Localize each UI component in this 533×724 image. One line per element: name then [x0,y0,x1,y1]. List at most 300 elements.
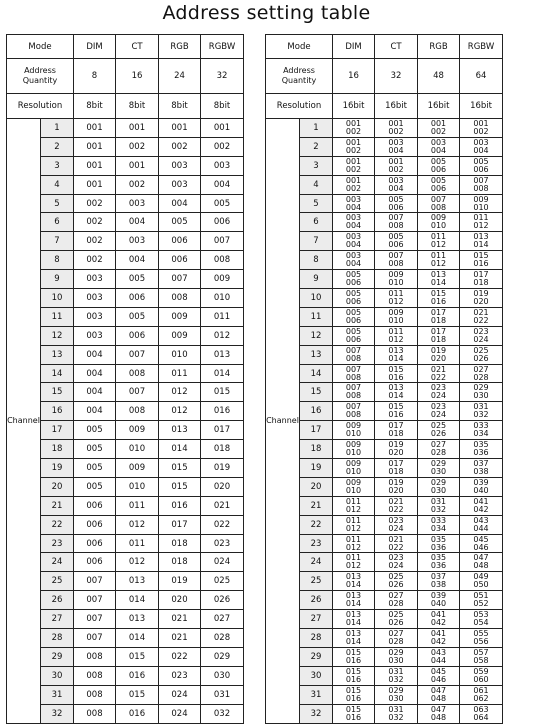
address-cell [375,213,418,232]
address-cell: 024 [159,704,201,723]
mode-header: RGBW [201,35,244,59]
channel-number: 13 [41,345,74,364]
address-cell: 015 [116,685,159,704]
channel-number: 31 [41,685,74,704]
address-value: 008 [345,372,362,382]
address-value: 003 [388,175,404,185]
address-cell [418,610,460,629]
channel-number: 7 [41,232,74,251]
address-cell [333,175,375,194]
address-value: 022 [430,372,447,382]
address-cell: 015 [201,383,244,402]
address-cell: 006 [74,553,116,572]
address-cell: 009 [116,459,159,478]
address-value: 011 [345,515,362,525]
address-cell [460,704,503,723]
resolution-value: 8bit [201,94,244,119]
address-cell [375,704,418,723]
address-cell: 009 [116,421,159,440]
address-value: 024 [430,410,447,420]
table-row [266,477,503,496]
address-value: 004 [388,183,404,193]
address-cell: 012 [201,326,244,345]
address-cell [375,629,418,648]
address-cell [460,572,503,591]
table-row [266,175,503,194]
address-cell [333,364,375,383]
address-value: 044 [473,523,489,533]
address-value: 030 [388,693,404,703]
address-cell: 011 [116,496,159,515]
address-cell [460,534,503,553]
address-cell [418,251,460,270]
address-cell [333,270,375,289]
address-cell [460,629,503,648]
address-value: 012 [388,296,404,306]
address-value: 014 [345,618,362,628]
channel-number: 12 [41,326,74,345]
address-value: 009 [473,194,489,204]
address-value: 005 [388,194,404,204]
address-cell [333,534,375,553]
table-row [7,496,244,515]
address-cell: 007 [74,572,116,591]
channel-number: 27 [41,610,74,629]
address-value: 008 [345,391,362,401]
address-cell [460,496,503,515]
channel-number: 28 [41,629,74,648]
address-value: 025 [430,421,447,431]
address-value: 008 [388,221,404,231]
address-value: 011 [430,232,447,242]
address-value: 013 [345,628,362,638]
address-value: 006 [345,334,362,344]
address-cell [333,383,375,402]
channel-number: 32 [41,704,74,723]
address-value: 002 [345,126,362,136]
address-cell: 011 [201,307,244,326]
channel-label: Channel [266,119,300,724]
address-cell [333,459,375,478]
address-cell: 003 [159,156,201,175]
channel-number: 23 [300,534,333,553]
table-row [266,440,503,459]
address-cell [418,666,460,685]
channel-number: 20 [41,477,74,496]
address-cell: 005 [159,213,201,232]
table-row [7,459,244,478]
address-value: 051 [473,591,489,601]
address-cell: 014 [116,591,159,610]
address-cell [333,119,375,138]
quantity-row [7,59,244,94]
address-value: 011 [473,213,489,223]
address-value: 012 [345,561,362,571]
table-row [266,666,503,685]
channel-number: 18 [41,440,74,459]
table-row [7,156,244,175]
address-cell: 003 [116,232,159,251]
table-row [7,175,244,194]
address-value: 008 [345,353,362,363]
table-row [266,345,503,364]
address-value: 020 [473,296,489,306]
address-cell [375,647,418,666]
address-value: 014 [345,636,362,646]
address-value: 011 [345,534,362,544]
address-value: 026 [473,353,489,363]
address-cell: 012 [159,383,201,402]
address-cell: 007 [74,610,116,629]
resolution-row [266,94,503,119]
address-cell: 015 [116,647,159,666]
address-cell: 004 [74,402,116,421]
address-cell: 004 [201,175,244,194]
address-value: 011 [388,326,404,336]
quantity-value: 16 [333,59,375,94]
address-cell [375,477,418,496]
address-cell [418,383,460,402]
address-cell: 029 [201,647,244,666]
address-value: 002 [430,126,447,136]
address-value: 024 [388,561,404,571]
mode-label: Mode [7,35,74,59]
address-value: 008 [473,183,489,193]
address-value: 032 [473,410,489,420]
address-value: 009 [345,458,362,468]
channel-label: Channel [7,119,41,724]
address-cell [375,137,418,156]
resolution-value: 8bit [74,94,116,119]
address-cell [460,156,503,175]
address-value: 031 [473,402,489,412]
address-cell: 011 [159,364,201,383]
address-cell [333,213,375,232]
address-value: 010 [345,485,362,495]
address-cell [418,440,460,459]
address-value: 017 [430,307,447,317]
address-cell: 022 [201,515,244,534]
address-table-8bit [6,34,244,724]
address-value: 050 [473,580,489,590]
channel-number: 1 [41,119,74,138]
address-value: 047 [473,553,489,563]
channel-number: 20 [300,477,333,496]
address-cell: 001 [159,119,201,138]
channel-number: 31 [300,685,333,704]
address-value: 029 [388,647,404,657]
address-value: 032 [430,504,447,514]
address-cell [333,496,375,515]
address-value: 024 [388,523,404,533]
address-cell: 007 [159,270,201,289]
address-cell [418,402,460,421]
address-value: 018 [388,466,404,476]
address-cell [375,402,418,421]
address-value: 023 [388,515,404,525]
address-value: 025 [388,572,404,582]
address-cell [333,610,375,629]
address-cell: 005 [116,270,159,289]
address-cell: 010 [159,345,201,364]
address-cell: 012 [159,402,201,421]
table-row [266,119,503,138]
channel-number: 29 [41,647,74,666]
address-cell: 005 [201,194,244,213]
address-value: 008 [430,202,447,212]
address-cell [460,175,503,194]
address-value: 005 [345,307,362,317]
address-value: 048 [430,693,447,703]
address-cell: 001 [74,156,116,175]
address-cell: 010 [201,289,244,308]
address-cell: 003 [74,307,116,326]
address-value: 020 [430,353,447,363]
resolution-label: Resolution [7,94,74,119]
address-value: 007 [388,213,404,223]
address-value: 031 [388,704,404,714]
address-cell: 006 [74,515,116,534]
channel-number: 10 [41,289,74,308]
address-cell: 005 [74,477,116,496]
address-value: 036 [473,448,489,458]
address-value: 002 [388,126,404,136]
address-value: 045 [430,666,447,676]
table-row [266,156,503,175]
address-cell: 014 [116,629,159,648]
address-cell: 008 [159,289,201,308]
address-value: 021 [388,534,404,544]
address-value: 019 [430,345,447,355]
channel-number: 6 [41,213,74,232]
table-row [7,553,244,572]
address-value: 039 [473,477,489,487]
table-row [266,213,503,232]
address-value: 014 [473,240,489,250]
channel-number: 5 [300,194,333,213]
address-value: 027 [473,364,489,374]
address-value: 028 [473,372,489,382]
address-value: 003 [345,213,362,223]
address-value: 003 [430,137,447,147]
channel-number: 2 [300,137,333,156]
address-cell [333,553,375,572]
table-row [7,629,244,648]
address-cell: 004 [116,213,159,232]
address-cell: 011 [116,534,159,553]
address-cell: 002 [74,213,116,232]
address-value: 013 [388,383,404,393]
address-cell [375,440,418,459]
table-row [266,553,503,572]
address-value: 001 [388,156,404,166]
address-value: 028 [388,599,404,609]
address-value: 010 [388,315,404,325]
channel-number: 18 [300,440,333,459]
address-cell [333,629,375,648]
address-value: 038 [473,466,489,476]
address-cell: 004 [116,251,159,270]
table-row [266,534,503,553]
address-cell: 008 [74,666,116,685]
address-value: 016 [388,410,404,420]
address-cell: 018 [201,440,244,459]
address-cell: 008 [74,685,116,704]
address-cell [460,685,503,704]
table-row [266,421,503,440]
address-value: 056 [473,636,489,646]
address-cell: 018 [159,534,201,553]
address-cell: 017 [159,515,201,534]
address-cell: 006 [116,289,159,308]
address-value: 007 [345,364,362,374]
address-cell: 002 [116,137,159,156]
address-cell [375,232,418,251]
address-cell: 022 [159,647,201,666]
address-cell [333,251,375,270]
address-value: 013 [430,270,447,280]
table-row [266,572,503,591]
quantity-label-line: Quantity [22,76,58,85]
address-cell [333,647,375,666]
mode-header: RGB [418,35,460,59]
address-value: 001 [345,118,362,128]
address-cell: 012 [116,553,159,572]
address-cell: 021 [159,629,201,648]
address-cell: 014 [201,364,244,383]
address-cell [333,685,375,704]
address-cell: 006 [159,232,201,251]
address-value: 023 [430,383,447,393]
address-cell: 005 [74,421,116,440]
address-value: 033 [430,515,447,525]
address-cell: 002 [116,175,159,194]
address-value: 012 [473,221,489,231]
address-cell: 004 [74,345,116,364]
table-row [7,119,244,138]
address-value: 027 [430,440,447,450]
address-value: 029 [473,383,489,393]
address-value: 042 [473,504,489,514]
address-value: 011 [388,288,404,298]
address-value: 022 [388,504,404,514]
address-cell [375,364,418,383]
resolution-value: 16bit [418,94,460,119]
address-cell [460,440,503,459]
address-value: 018 [473,278,489,288]
table-row [7,137,244,156]
address-value: 007 [473,175,489,185]
channel-number: 8 [41,251,74,270]
mode-header: DIM [74,35,116,59]
address-cell [418,270,460,289]
page-title: Address setting table [162,2,371,24]
address-cell [418,213,460,232]
address-cell [418,289,460,308]
channel-number: 24 [300,553,333,572]
channel-number: 4 [41,175,74,194]
address-value: 029 [430,477,447,487]
channel-number: 28 [300,629,333,648]
address-value: 054 [473,618,489,628]
address-cell: 013 [116,572,159,591]
channel-number: 6 [300,213,333,232]
address-value: 041 [430,628,447,638]
resolution-value: 16bit [375,94,418,119]
address-value: 001 [430,118,447,128]
address-cell [418,326,460,345]
address-cell [333,440,375,459]
address-cell: 024 [159,685,201,704]
address-cell [418,119,460,138]
address-value: 012 [345,523,362,533]
address-value: 010 [345,429,362,439]
address-value: 004 [345,259,362,269]
address-cell [418,477,460,496]
quantity-value: 32 [201,59,244,94]
address-value: 012 [345,504,362,514]
address-value: 023 [430,402,447,412]
address-value: 005 [345,270,362,280]
address-value: 031 [388,666,404,676]
channel-number: 13 [300,345,333,364]
table-row [7,345,244,364]
address-value: 030 [473,391,489,401]
address-cell: 007 [201,232,244,251]
address-cell [418,591,460,610]
channel-number: 25 [41,572,74,591]
address-value: 023 [473,326,489,336]
address-cell: 006 [116,326,159,345]
address-cell [460,515,503,534]
address-cell: 008 [74,704,116,723]
channel-number: 30 [41,666,74,685]
channel-number: 2 [41,137,74,156]
address-cell [375,270,418,289]
address-value: 013 [473,232,489,242]
address-value: 047 [430,704,447,714]
address-value: 014 [430,278,447,288]
address-value: 002 [345,183,362,193]
address-cell [375,194,418,213]
address-value: 015 [473,251,489,261]
address-value: 043 [473,515,489,525]
address-cell [375,175,418,194]
address-cell [460,459,503,478]
channel-number: 9 [300,270,333,289]
address-cell [418,685,460,704]
table-row [266,402,503,421]
address-value: 008 [388,259,404,269]
mode-row [266,35,503,59]
address-value: 015 [388,402,404,412]
address-cell [375,156,418,175]
address-value: 034 [473,429,489,439]
address-cell: 018 [159,553,201,572]
address-value: 052 [473,599,489,609]
address-cell: 001 [74,119,116,138]
address-value: 014 [345,599,362,609]
address-value: 027 [388,628,404,638]
address-cell: 021 [201,496,244,515]
address-cell: 026 [201,591,244,610]
address-value: 062 [473,693,489,703]
address-value: 044 [430,655,447,665]
mode-header: RGB [159,35,201,59]
table-row [7,421,244,440]
address-value: 041 [473,496,489,506]
address-cell [418,496,460,515]
